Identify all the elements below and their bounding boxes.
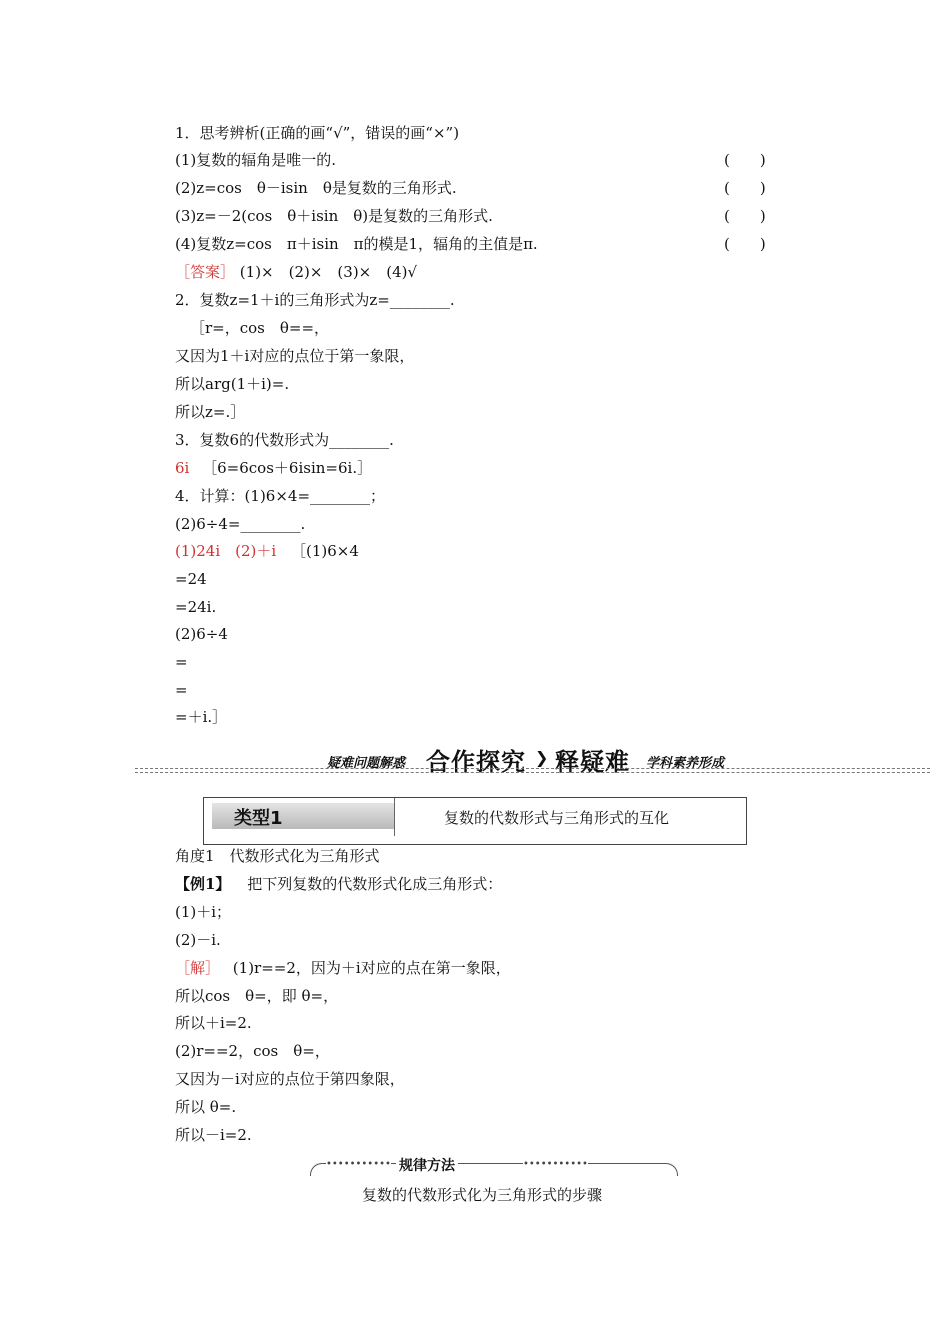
answer-3: 6i [175,459,190,477]
question-4-part-1: 4．计算：(1)6×4=________； [175,487,386,505]
question-1-item-2: (2)z=cos θ－isin θ是复数的三角形式. [175,179,457,197]
solution-2-line-3: 所以arg(1＋i)=. [175,375,290,393]
answer-paren: ( ) [724,235,766,253]
banner-main-text-2: 释疑难 [555,748,630,776]
type-tab [212,803,394,829]
angle-heading: 角度1 代数形式化为三角形式 [175,847,380,865]
answer-paren: ( ) [724,207,766,225]
answer-values: (1)× (2)× (3)× (4)√ [239,263,418,281]
example-line [175,874,502,894]
banner-right-text: 学科素养形成 [646,756,725,771]
solution-line-7: 所以－i=2. [175,1126,252,1144]
solution-line-4: (2)r==2，cos θ=， [175,1042,330,1060]
answer-line [175,262,417,282]
question-3: 3．复数6的代数形式为________. [175,431,394,449]
rule-method-label: 规律方法 [396,1155,458,1175]
question-1-item-1: (1)复数的辐角是唯一的. [175,151,337,169]
example-prompt: 把下列复数的代数形式化成三角形式： [247,875,503,893]
example-item-1: (1)＋i； [175,903,232,921]
solution-4-line-3: =24i. [175,598,217,616]
answer-4-line [175,541,359,561]
answer-tag: ［答案］ [175,263,236,281]
solution-4-line-4: (2)6÷4 [175,625,228,643]
solution-2-line-2: 又因为1＋i对应的点位于第一象限， [175,347,415,365]
solution-line [175,958,511,978]
type-title: 复数的代数形式与三角形式的互化 [444,809,670,827]
rule-dots-left: ••••••••••• [326,1159,391,1170]
rule-dots-right: ••••••••••• [523,1159,588,1170]
banner-divider [135,772,930,773]
solution-line-5: 又因为－i对应的点位于第四象限， [175,1070,405,1088]
answer-paren: ( ) [724,179,766,197]
solution-4-line-6: = [175,681,188,699]
rule-method-title: 复数的代数形式化为三角形式的步骤 [362,1186,603,1204]
solution-4-line-2: =24 [175,570,207,588]
section-banner [0,742,950,782]
example-tag: 【例1】 [175,875,231,893]
solution-tag: ［解］ [175,959,221,977]
solution-line-1: (1)r==2，因为＋i对应的点在第一象限， [232,959,511,977]
solution-line-3: 所以＋i=2. [175,1014,252,1032]
solution-2-line-4: 所以z=.］ [175,403,246,421]
banner-divider [135,768,930,769]
answer-4: (1)24i (2)＋i [175,542,277,560]
type-tab-separator [394,798,395,836]
solution-line-2: 所以cos θ=，即 θ=， [175,987,339,1005]
question-1-item-4: (4)复数z=cos π＋isin π的模是1，辐角的主值是π. [175,235,538,253]
chevron-circle-icon: ❯ [535,748,550,767]
answer-3-line [175,458,372,478]
solution-4-line-7: =＋i.］ [175,708,228,726]
type-box [203,797,747,845]
answer-paren: ( ) [724,151,766,169]
question-4-part-2: (2)6÷4=________. [175,515,306,533]
solution-line-6: 所以 θ=. [175,1098,237,1116]
question-1-item-3: (3)z=－2(cos θ＋isin θ)是复数的三角形式. [175,207,493,225]
banner-left-text: 疑难问题解惑 [327,756,406,771]
example-item-2: (2)－i. [175,931,221,949]
question-2: 2．复数z=1＋i的三角形式为z=________. [175,291,455,309]
rule-method-box [310,1155,678,1177]
solution-4-line-5: = [175,653,188,671]
solution-4-line-1: ［(1)6×4 [290,542,359,560]
type-tab-label: 类型1 [234,808,283,829]
solution-3: ［6=6cos＋6isin=6i.］ [202,459,373,477]
solution-2-line-1: ［r=，cos θ==， [190,319,330,337]
question-1-title: 1．思考辨析(正确的画“√”，错误的画“×”) [175,124,460,142]
banner-main-text: 合作探究 [426,748,526,776]
